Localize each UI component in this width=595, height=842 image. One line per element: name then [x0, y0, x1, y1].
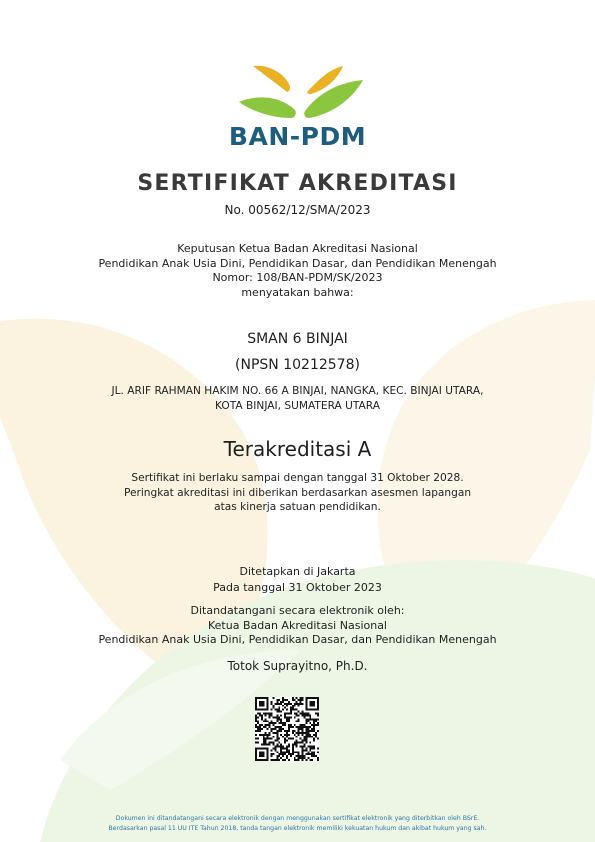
accreditation-status: Terakreditasi A — [223, 437, 372, 461]
ban-pdm-logo-icon — [237, 60, 365, 122]
address-line: KOTA BINJAI, SUMATERA UTARA — [215, 399, 380, 412]
issue-line: Pada tanggal 31 Oktober 2023 — [213, 581, 382, 594]
footer-line: Berdasarkan pasal 11 UU ITE Tahun 2018, tanda tangan elektronik memiliki kekuatan hukum dan akibat hukum yang sah. — [108, 824, 487, 832]
validity-line: Peringkat akreditasi ini diberikan berdasarkan asesmen lapangan — [123, 486, 472, 499]
address-line: JL. ARIF RAHMAN HAKIM NO. 66 A BINJAI, NANGKA, KEC. BINJAI UTARA, — [111, 385, 484, 397]
school-npsn: (NPSN 10212578) — [235, 357, 360, 373]
decree-line: Pendidikan Anak Usia Dini, Pendidikan Dasar, dan Pendidikan Menengah — [98, 256, 497, 270]
validity-line: atas kinerja satuan pendidikan. — [214, 501, 381, 513]
issue-place-date — [0, 564, 595, 596]
certificate-number: No. 00562/12/SMA/2023 — [224, 203, 371, 217]
decree-line: Keputusan Ketua Badan Akreditasi Nasional — [177, 242, 418, 255]
certificate-title: SERTIFIKAT AKREDITASI — [137, 171, 458, 196]
signed-by-line: Ditandatangani secara elektronik oleh: — [190, 604, 405, 617]
school-address — [0, 384, 595, 413]
qr-code-icon — [255, 697, 319, 761]
issue-line: Ditetapkan di Jakarta — [239, 565, 356, 578]
validity-line: Sertifikat ini berlaku sampai dengan tanggal 31 Oktober 2028. — [131, 472, 464, 484]
signer-name: Totok Suprayitno, Ph.D. — [227, 659, 368, 673]
decree-line: menyatakan bahwa: — [241, 285, 354, 299]
school-name: SMAN 6 BINJAI — [247, 331, 348, 347]
decree-block — [0, 242, 595, 300]
signed-by-block — [0, 604, 595, 648]
footer-line: Dokumen ini ditandatangani secara elektronik dengan menggunakan sertifikat elektronik yang diterbitkan oleh BSrE. — [115, 815, 480, 822]
validity-block — [0, 471, 595, 515]
footer-note — [0, 814, 595, 833]
brand-name: BAN-PDM — [228, 122, 367, 151]
signed-by-line: Pendidikan Anak Usia Dini, Pendidikan Dasar, dan Pendidikan Menengah — [98, 633, 497, 646]
decree-line: Nomor: 108/BAN-PDM/SK/2023 — [212, 271, 383, 284]
signed-by-line: Ketua Badan Akreditasi Nasional — [207, 618, 387, 632]
